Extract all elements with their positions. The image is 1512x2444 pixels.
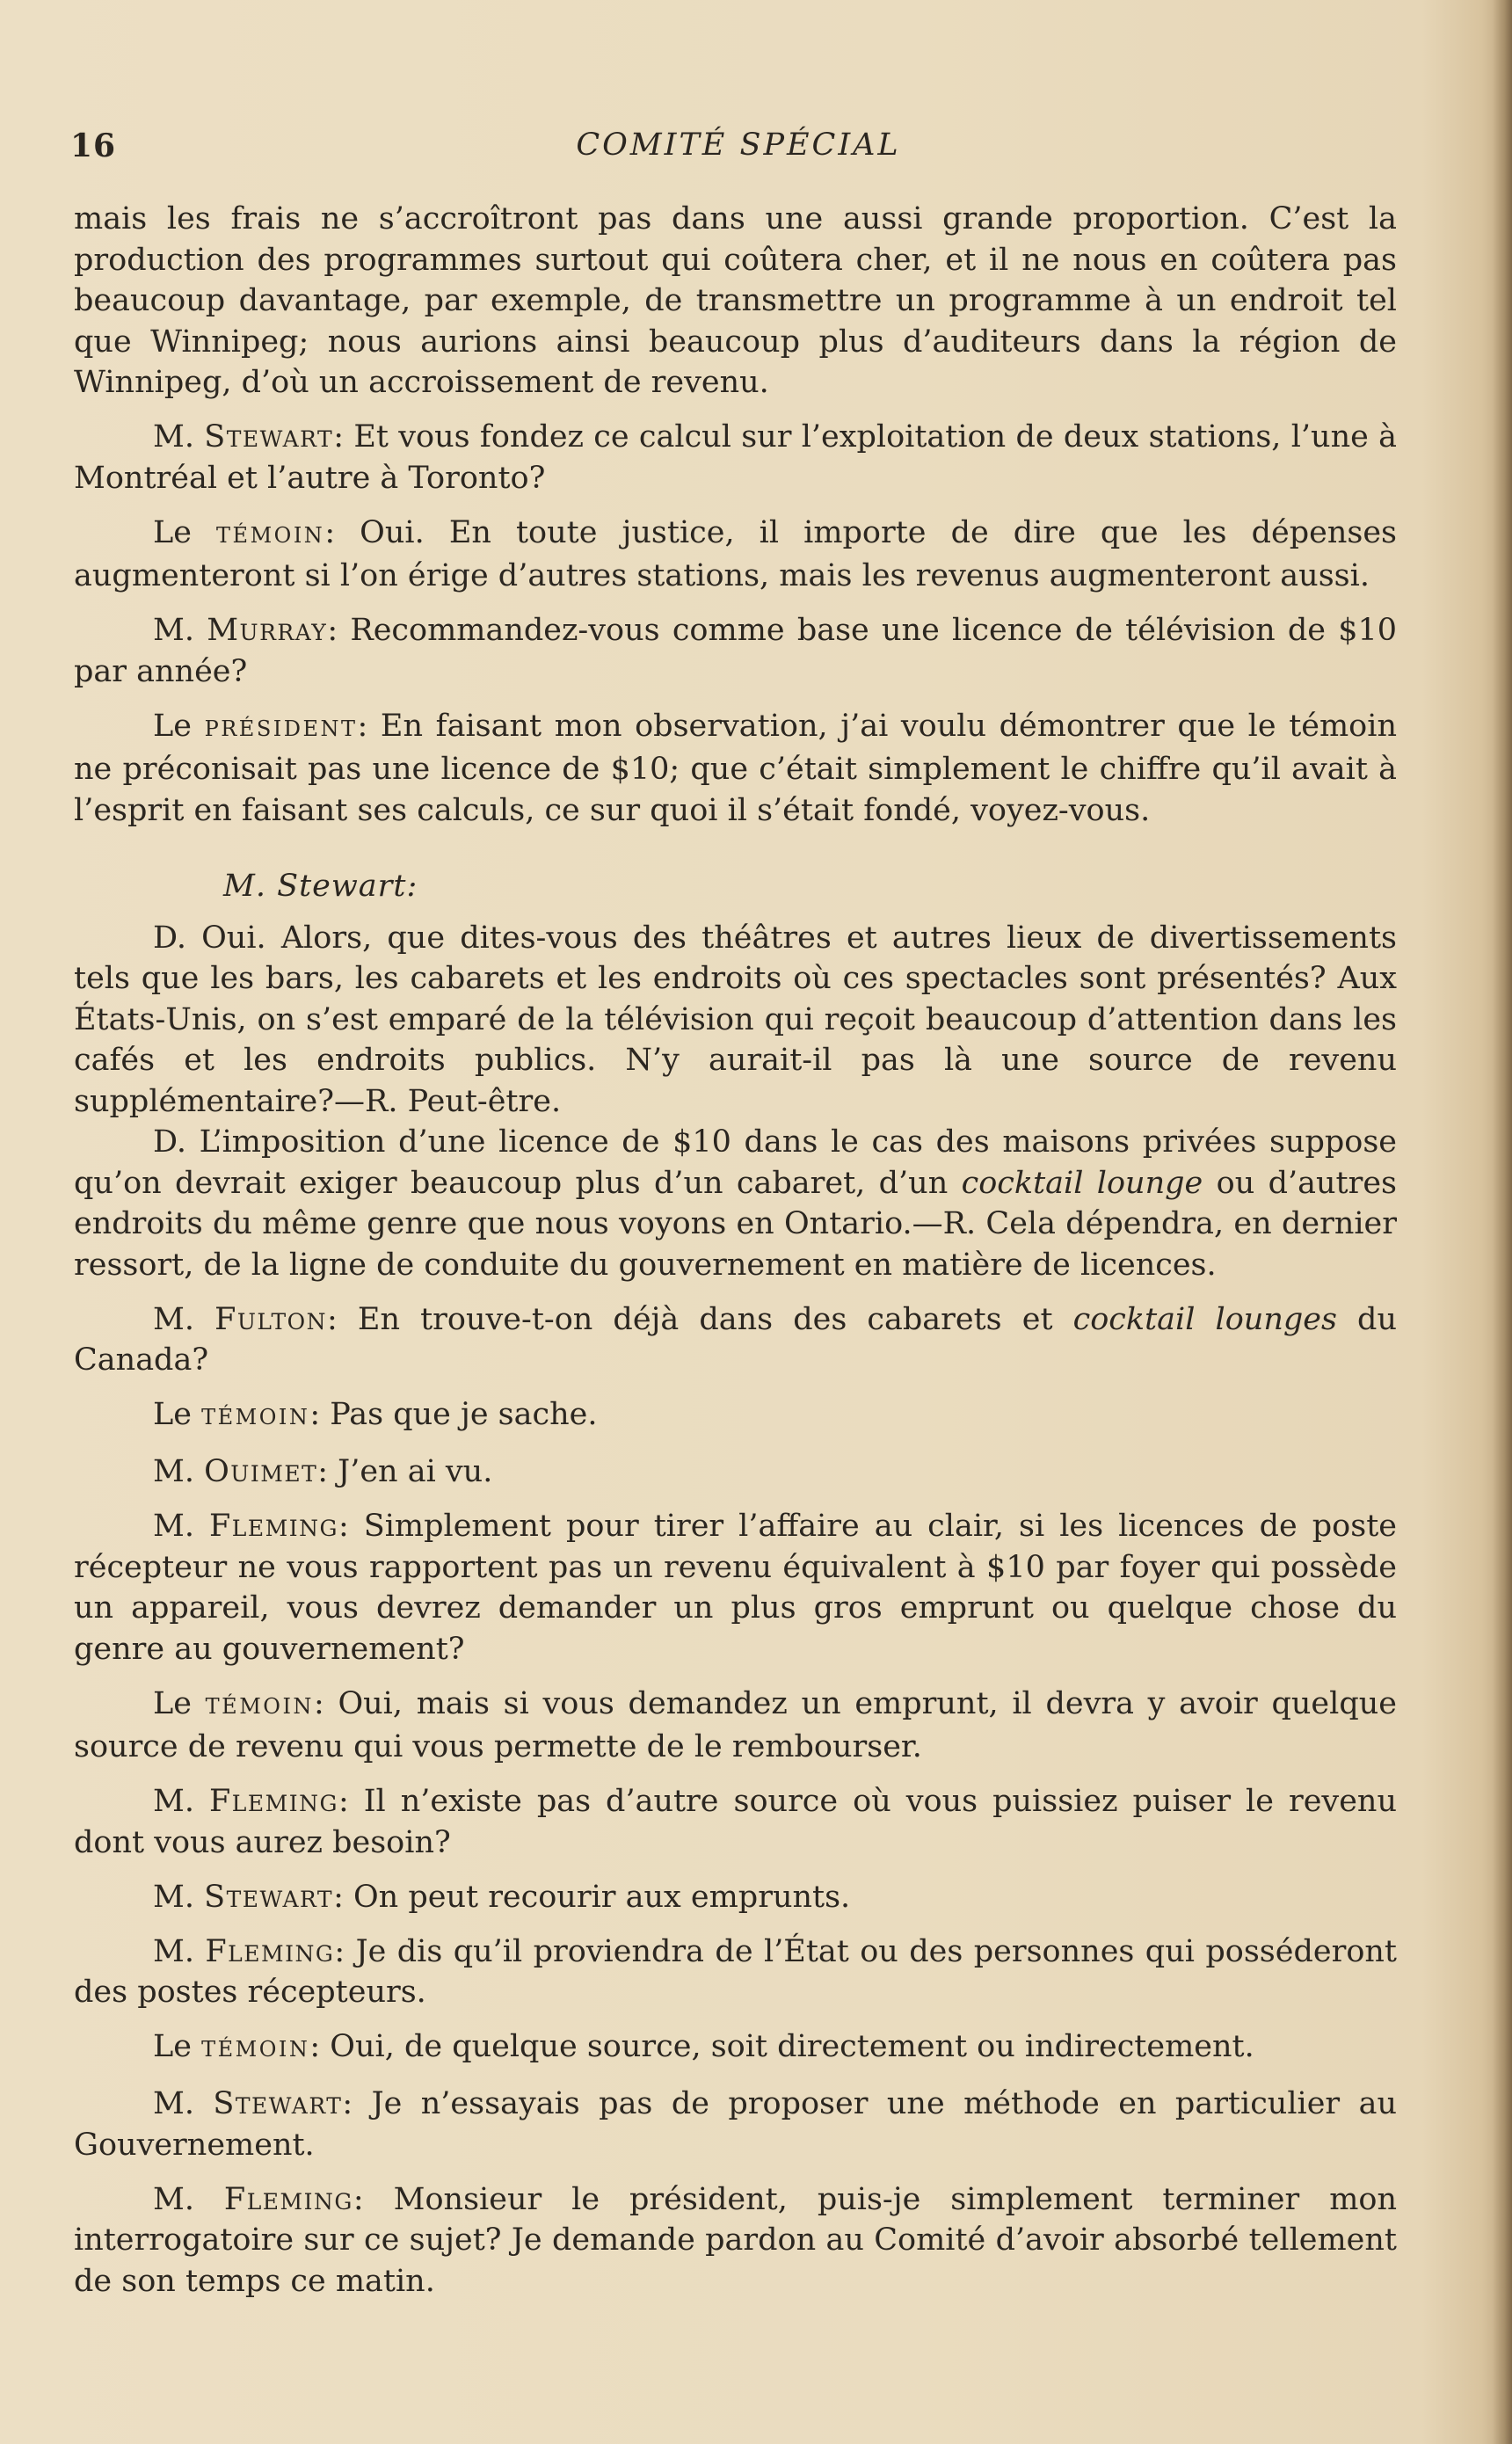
paragraph: M. Ouimet: J’en ai vu. (153, 1454, 493, 1489)
paragraph: mais les frais ne s’accroîtront pas dans une aussi grande proportion. C’est la production des programmes surtout qui coûtera cher, et il ne nous en coûtera pas beaucoup davantage, par exemple, de transmettre un programme à un endroit tel que Winnipeg; nous aurions ainsi beaucoup plus d’auditeurs dans la région de Winnipeg, d’où un accroissement de revenu. (74, 201, 1397, 400)
examiner-subhead: M. Stewart: (223, 869, 418, 904)
paragraph: D. L’imposition d’une licence de $10 dans le cas des maisons privées suppose qu’on devrait exiger beaucoup plus d’un cabaret, d’un cocktail lounge ou d’autres endroits du même genre que nous voyons en Ontario.—R. Cela dépendra, en dernier ressort, de la ligne de conduite du gouvernement en matière de licences. (74, 1124, 1397, 1283)
speaker-name: Murray (207, 613, 328, 648)
paragraph: Le TÉMOIN: Oui, mais si vous demandez un emprunt, il devra y avoir quelque source de revenu qui vous permette de le rembourser. (74, 1685, 1397, 1764)
paragraph: M. Fleming: Je dis qu’il proviendra de l’État ou des personnes qui posséderont des postes récepteurs. (74, 1933, 1397, 2010)
paragraph: M. Fleming: Monsieur le président, puis-je simplement terminer mon interrogatoire sur ce sujet? Je demande pardon au Comité d’avoir absorbé tellement de son temps ce matin. (74, 2181, 1398, 2299)
running-title: COMITÉ SPÉCIAL (576, 127, 901, 163)
paragraph: D. Oui. Alors, que dites-vous des théâtres et autres lieux de divertissements tels que les bars, les cabarets et les endroits où ces spectacles sont présentés? Aux États-Unis, on s’est emparé de la télévision qui reçoit beaucoup d’attention dans les cafés et les endroits publics. N’y aurait-il pas là une source de revenu supplémentaire?—R. Peut-être. (74, 920, 1397, 1119)
transcript-body (74, 199, 1397, 2316)
speaker-name: Fleming (205, 1933, 335, 1969)
paragraph: Le TÉMOIN: Oui. En toute justice, il importe de dire que les dépenses augmenteront si l’on érige d’autres stations, mais les revenus augmenteront aussi. (74, 514, 1397, 593)
paragraph: M. Stewart: On peut recourir aux emprunts. (153, 1879, 851, 1915)
paragraph: M. Stewart: Je n’essayais pas de proposer une méthode en particulier au Gouvernement. (74, 2086, 1398, 2163)
speaker-name: Stewart (204, 419, 334, 455)
speaker-name: Ouimet (204, 1454, 318, 1489)
paragraph: M. Fleming: Il n’existe pas d’autre source où vous puissiez puiser le revenu dont vous aurez besoin? (74, 1784, 1397, 1860)
speaker-name: Stewart (204, 1879, 334, 1915)
page-number: 16 (70, 127, 117, 164)
paragraph: Le TÉMOIN: Pas que je sache. (153, 1397, 598, 1432)
speaker-name: Stewart (213, 2086, 343, 2121)
speaker-name: TÉMOIN (201, 1405, 310, 1429)
paragraph: M. Murray: Recommandez-vous comme base une licence de télévision de $10 par année? (74, 613, 1397, 689)
paragraph: Le PRÉSIDENT: En faisant mon observation, j’ai voulu démontrer que le témoin ne préconisait pas une licence de $10; que c’était simplement le chiffre qu’il avait à l’esprit en faisant ses calculs, ce sur quoi il s’était fondé, voyez-vous. (74, 708, 1397, 828)
page-edge-shadow (1493, 0, 1512, 2444)
speaker-name: TÉMOIN (201, 2037, 310, 2062)
speaker-name: TÉMOIN (216, 522, 325, 548)
speaker-name: Fleming (223, 2181, 353, 2217)
speaker-name: Fulton (214, 1301, 328, 1337)
speaker-name: PRÉSIDENT (204, 716, 358, 741)
paragraph: M. Stewart: Et vous fondez ce calcul sur l’exploitation de deux stations, l’une à Montréal et l’autre à Toronto? (74, 419, 1397, 496)
paragraph: M. Fulton: En trouve-t-on déjà dans des cabarets et cocktail lounges du Canada? (74, 1301, 1397, 1378)
speaker-name: Fleming (208, 1784, 338, 1819)
speaker-name: TÉMOIN (205, 1693, 314, 1719)
paragraph: Le TÉMOIN: Oui, de quelque source, soit directement ou indirectement. (153, 2029, 1254, 2064)
page-header (70, 127, 1407, 175)
paragraph: M. Fleming: Simplement pour tirer l’affaire au clair, si les licences de poste récepteur ne vous rapportent pas un revenu équivalent à $10 par foyer qui possède un appareil, vous devrez demander un plus gros emprunt ou quelque chose du genre au gouvernement? (74, 1509, 1397, 1667)
speaker-name: Fleming (208, 1509, 338, 1544)
